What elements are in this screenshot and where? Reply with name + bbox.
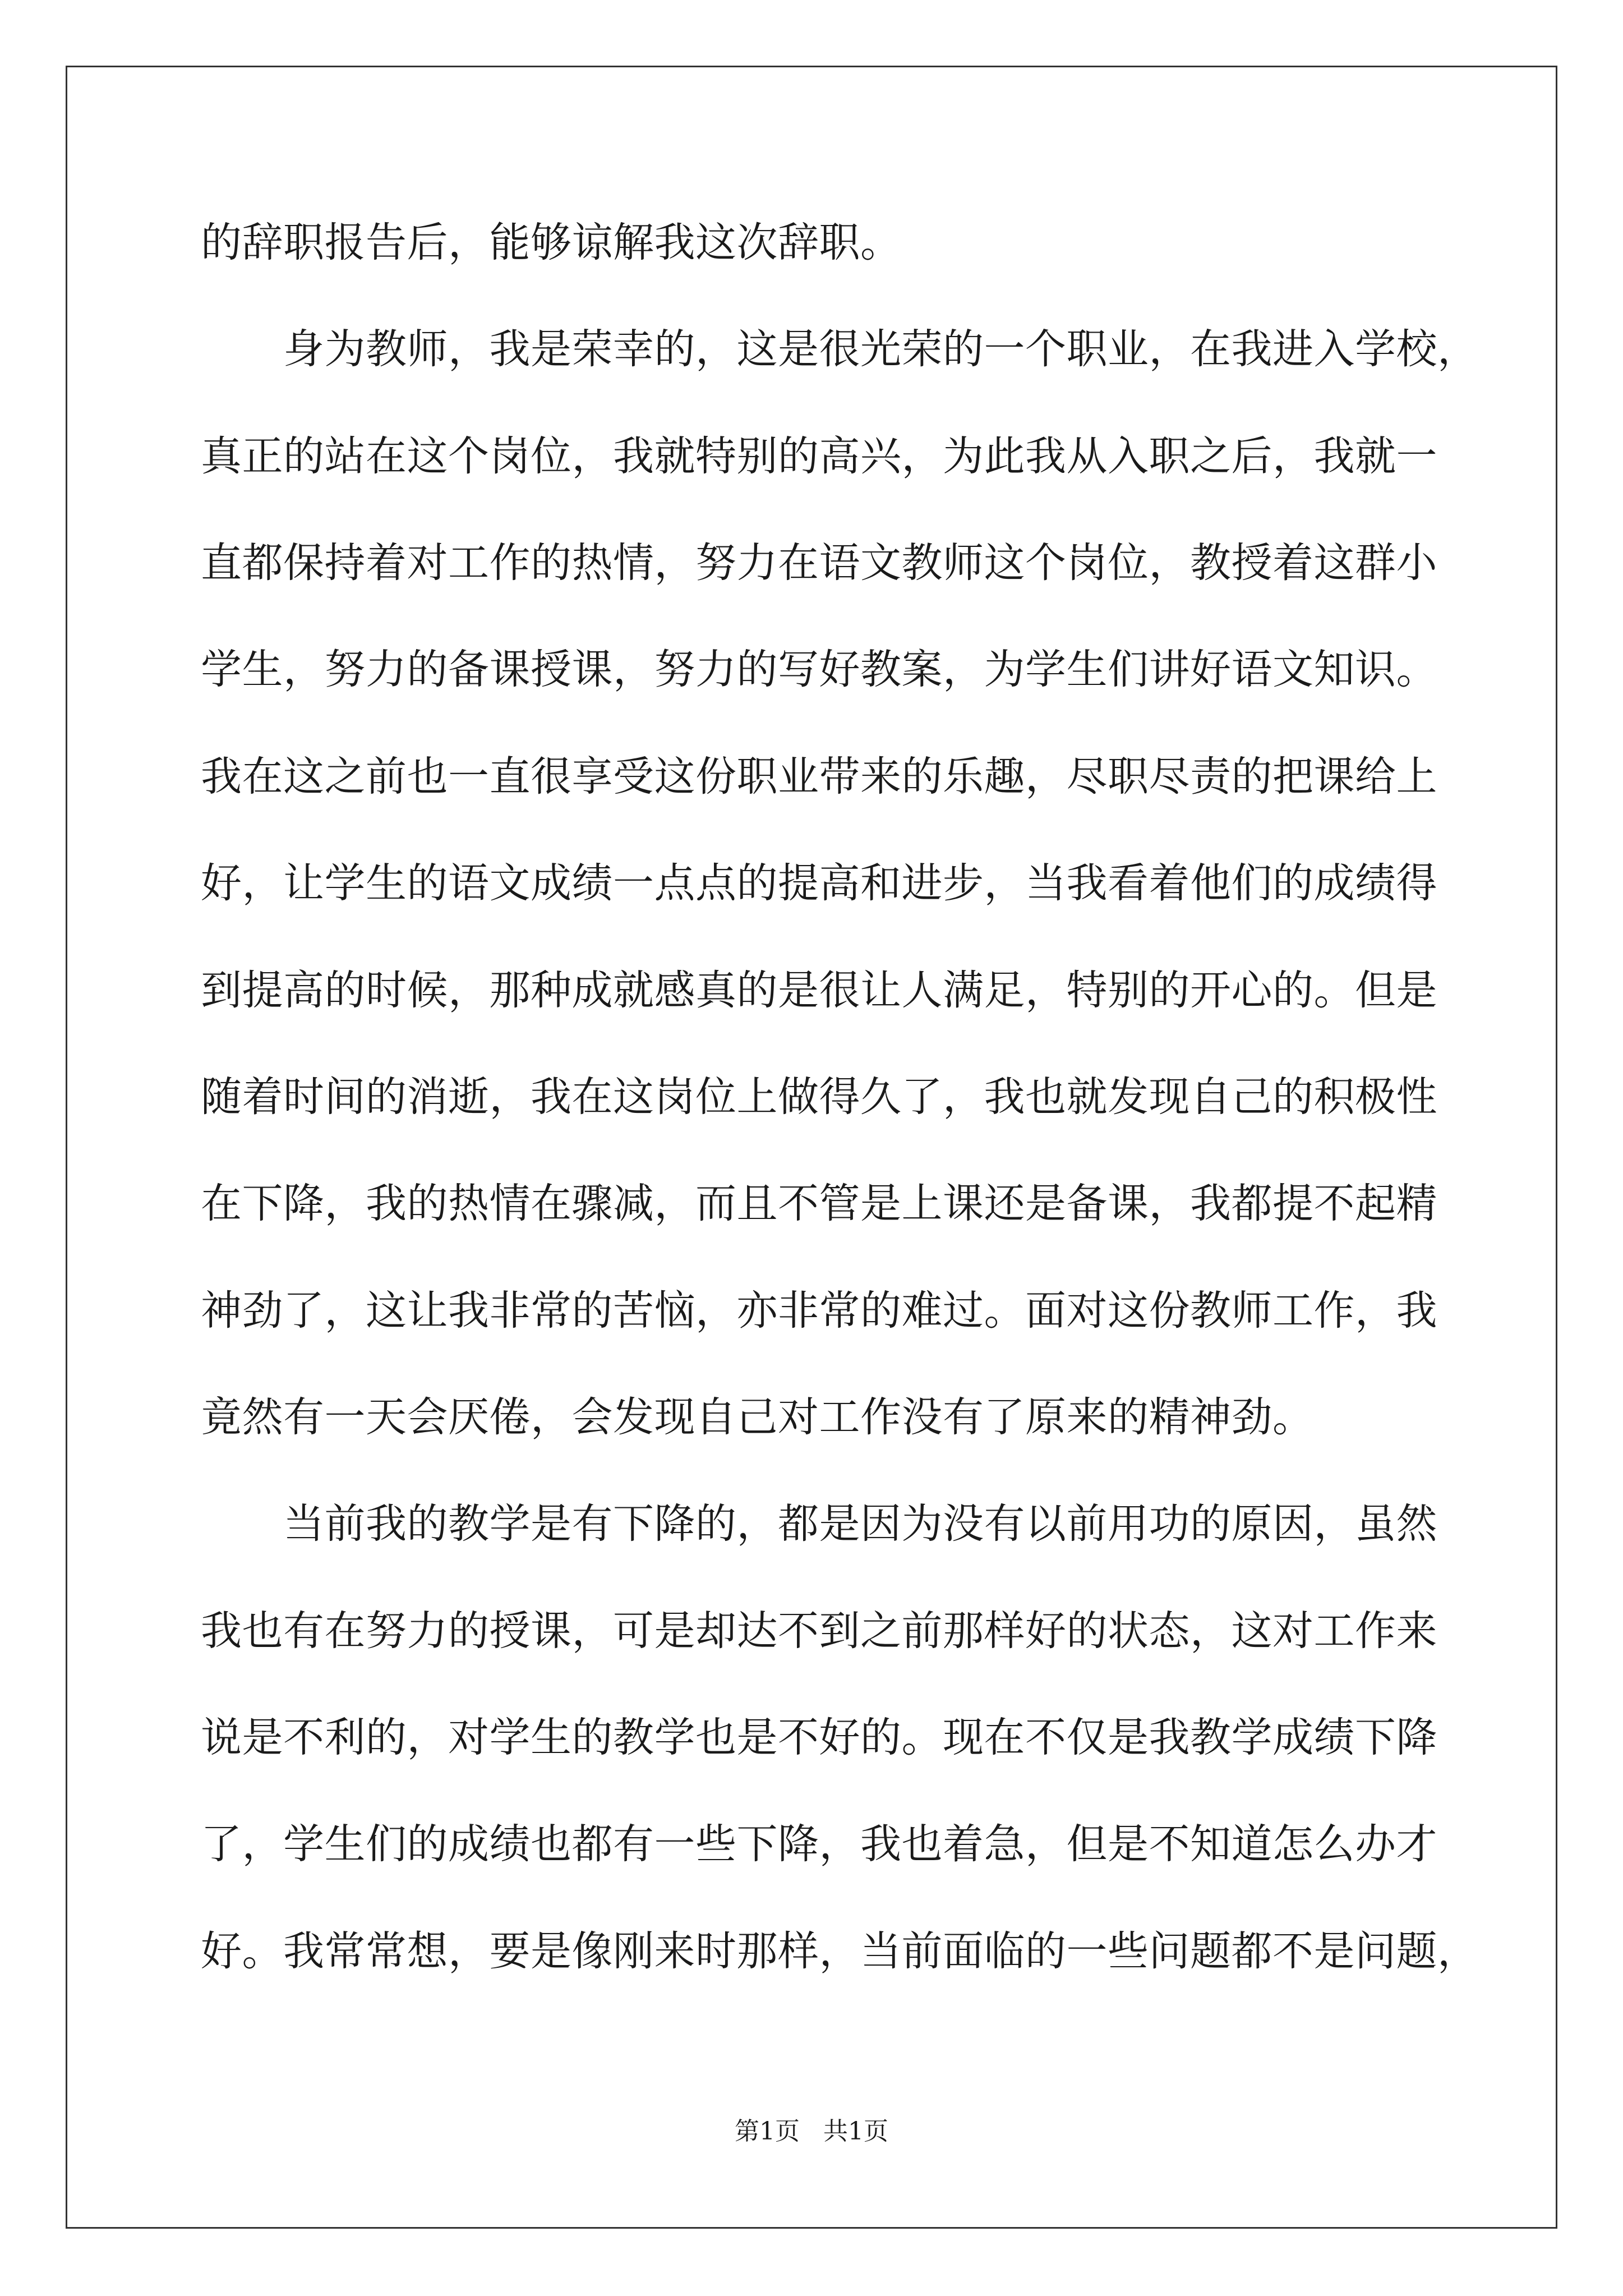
text-line: 真正的站在这个岗位，我就特别的高兴，为此我从入职之后，我就一: [201, 432, 1437, 480]
text-line: 直都保持着对工作的热情，努力在语文教师这个岗位，教授着这群小: [201, 539, 1437, 587]
page-number: 第1页: [735, 2117, 800, 2146]
text-line: 学生，努力的备课授课，努力的写好教案，为学生们讲好语文知识。: [201, 646, 1437, 693]
text-line: 我在这之前也一直很享受这份职业带来的乐趣，尽职尽责的把课给上: [201, 753, 1437, 800]
text-line: 我也有在努力的授课，可是却达不到之前那样好的状态，这对工作来: [201, 1607, 1437, 1655]
text-line: 好，让学生的语文成绩一点点的提高和进步，当我看着他们的成绩得: [201, 859, 1437, 907]
text-line: 随着时间的消逝，我在这岗位上做得久了，我也就发现自己的积极性: [201, 1073, 1437, 1121]
text-line: 竟然有一天会厌倦，会发现自己对工作没有了原来的精神劲。: [201, 1393, 1314, 1441]
text-line: 神劲了，这让我非常的苦恼，亦非常的难过。面对这份教师工作，我: [201, 1287, 1437, 1335]
text-line: 了，学生们的成绩也都有一些下降，我也着急，但是不知道怎么办才: [201, 1820, 1437, 1868]
page-border: [66, 66, 1557, 2229]
text-line: 当前我的教学是有下降的，都是因为没有以前用功的原因，虽然: [201, 1500, 1437, 1548]
text-line: 说是不利的，对学生的教学也是不好的。现在不仅是我教学成绩下降: [201, 1714, 1437, 1761]
text-line: 身为教师，我是荣幸的，这是很光荣的一个职业，在我进入学校，: [201, 325, 1479, 373]
text-line: 到提高的时候，那种成就感真的是很让人满足，特别的开心的。但是: [201, 967, 1437, 1014]
page-total: 共1页: [823, 2117, 888, 2146]
text-line: 好。我常常想，要是像刚来时那样，当前面临的一些问题都不是问题，: [201, 1927, 1479, 1975]
page-footer: [0, 2115, 1623, 2148]
text-line: 在下降，我的热情在骤减，而且不管是上课还是备课，我都提不起精: [201, 1180, 1437, 1227]
text-line: 的辞职报告后，能够谅解我这次辞职。: [201, 219, 902, 266]
